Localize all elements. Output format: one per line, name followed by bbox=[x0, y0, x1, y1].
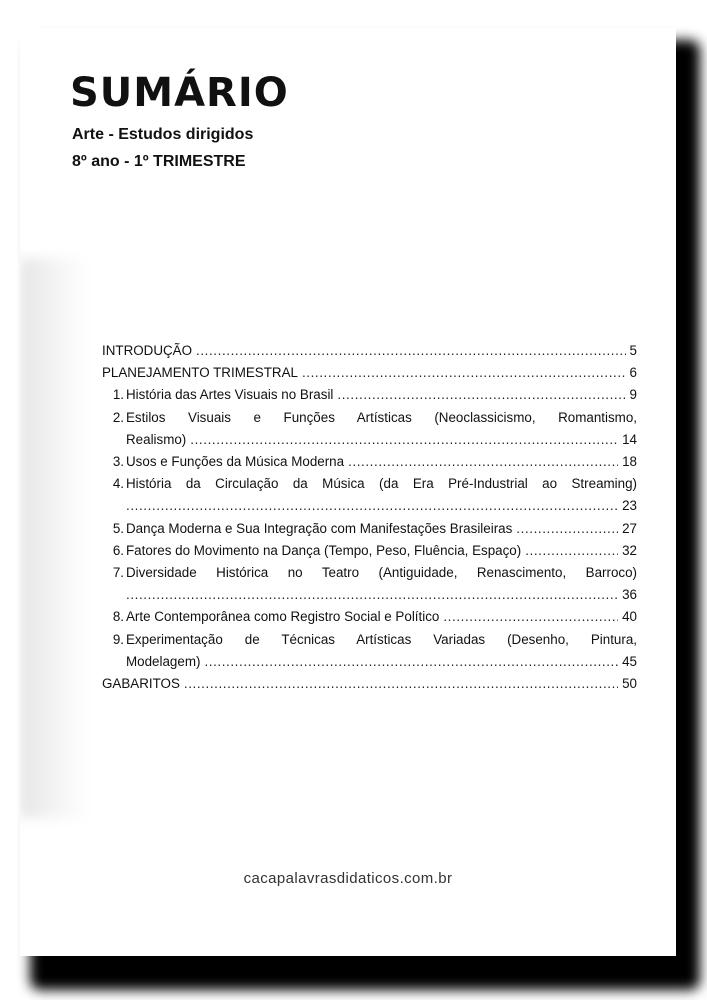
toc-subentry-6[interactable] bbox=[102, 540, 637, 562]
toc-subentry-page: 40 bbox=[622, 609, 637, 625]
toc-subentry-2[interactable] bbox=[102, 407, 637, 451]
toc-leader bbox=[126, 495, 618, 517]
toc-subentry-page: 45 bbox=[622, 653, 637, 669]
toc-subentry-page: 9 bbox=[629, 387, 637, 403]
toc-leader bbox=[337, 384, 625, 406]
toc-subentry-7[interactable] bbox=[102, 562, 637, 606]
toc-leader bbox=[525, 540, 618, 562]
toc-subentry-number: 2. bbox=[112, 409, 124, 425]
toc-leader bbox=[190, 429, 618, 451]
toc-subentry-number: 4. bbox=[112, 476, 124, 492]
subtitle-grade: 8º ano - 1º TRIMESTRE bbox=[72, 153, 246, 170]
page-title: SUMÁRIO bbox=[70, 70, 289, 116]
toc-subentry-label: Arte Contemporânea como Registro Social e Político bbox=[126, 609, 440, 625]
toc-entry-label: INTRODUÇÃO bbox=[102, 343, 193, 358]
toc-entry-label: GABARITOS bbox=[102, 676, 180, 692]
toc-subentry-page: 23 bbox=[622, 498, 637, 514]
toc-subentry-3[interactable] bbox=[102, 451, 637, 473]
toc-entry-page: 6 bbox=[629, 365, 637, 381]
toc-leader bbox=[443, 606, 618, 628]
toc-entry-page: 50 bbox=[622, 676, 637, 692]
toc-subentry-number: 6. bbox=[112, 542, 124, 558]
toc-leader bbox=[516, 518, 618, 540]
toc-subentry-9[interactable] bbox=[102, 629, 637, 673]
toc-subentry-number: 9. bbox=[112, 631, 124, 647]
toc-subentry-number: 5. bbox=[112, 520, 124, 536]
subtitle-course: Arte - Estudos dirigidos bbox=[72, 126, 254, 143]
toc-entry-label: PLANEJAMENTO TRIMESTRAL bbox=[102, 365, 298, 381]
toc-leader bbox=[204, 651, 618, 673]
toc-subentry-5[interactable] bbox=[102, 518, 637, 540]
toc-subentry-label: História das Artes Visuais no Brasil bbox=[126, 387, 334, 403]
toc-subentry-label: Usos e Funções da Música Moderna bbox=[126, 454, 345, 470]
toc-subentry-page: 14 bbox=[622, 431, 637, 447]
page-shading bbox=[20, 258, 90, 818]
toc-entry-planejamento[interactable] bbox=[102, 362, 637, 384]
toc-subentry-label: Diversidade Histórica no Teatro (Antiguidade, Renascimento, Barroco) bbox=[126, 565, 637, 581]
toc-leader bbox=[196, 340, 626, 362]
toc-subentry-label: Dança Moderna e Sua Integração com Manifestações Brasileiras bbox=[126, 520, 513, 536]
toc-subentry-label-cont: Realismo) bbox=[126, 431, 187, 447]
toc-entry-page: 5 bbox=[629, 343, 637, 358]
toc-subentry-label: Experimentação de Técnicas Artísticas Variadas (Desenho, Pintura, bbox=[126, 631, 637, 647]
toc-subentry-number: 3. bbox=[112, 454, 124, 470]
toc-subentry-page: 27 bbox=[622, 520, 637, 536]
toc-subentry-label: Estilos Visuais e Funções Artísticas (Neoclassicismo, Romantismo, bbox=[126, 409, 637, 425]
toc-subentry-page: 18 bbox=[622, 454, 637, 470]
document-page bbox=[20, 28, 676, 956]
toc-leader bbox=[302, 362, 626, 384]
toc-subentry-label: Fatores do Movimento na Dança (Tempo, Peso, Fluência, Espaço) bbox=[126, 542, 522, 558]
footer-website: cacapalavrasdidaticos.com.br bbox=[243, 870, 453, 887]
toc-subentry-8[interactable] bbox=[102, 606, 637, 628]
toc-subentry-page: 36 bbox=[622, 587, 637, 603]
toc-entry-gabaritos[interactable] bbox=[102, 673, 637, 695]
toc-subentry-label: História da Circulação da Música (da Era Pré-Industrial ao Streaming) bbox=[126, 476, 637, 492]
toc-leader bbox=[126, 584, 618, 606]
toc-subentry-page: 32 bbox=[622, 542, 637, 558]
toc-entry-introducao[interactable] bbox=[102, 340, 637, 362]
table-of-contents bbox=[102, 340, 637, 695]
toc-leader bbox=[184, 673, 618, 695]
toc-leader bbox=[348, 451, 618, 473]
toc-subentry-number: 8. bbox=[112, 609, 124, 625]
toc-subentry-1[interactable] bbox=[102, 384, 637, 406]
toc-subentry-number: 7. bbox=[112, 565, 124, 581]
toc-subentry-4[interactable] bbox=[102, 473, 637, 517]
toc-subentry-number: 1. bbox=[112, 387, 124, 403]
toc-subentry-label-cont: Modelagem) bbox=[126, 653, 201, 669]
